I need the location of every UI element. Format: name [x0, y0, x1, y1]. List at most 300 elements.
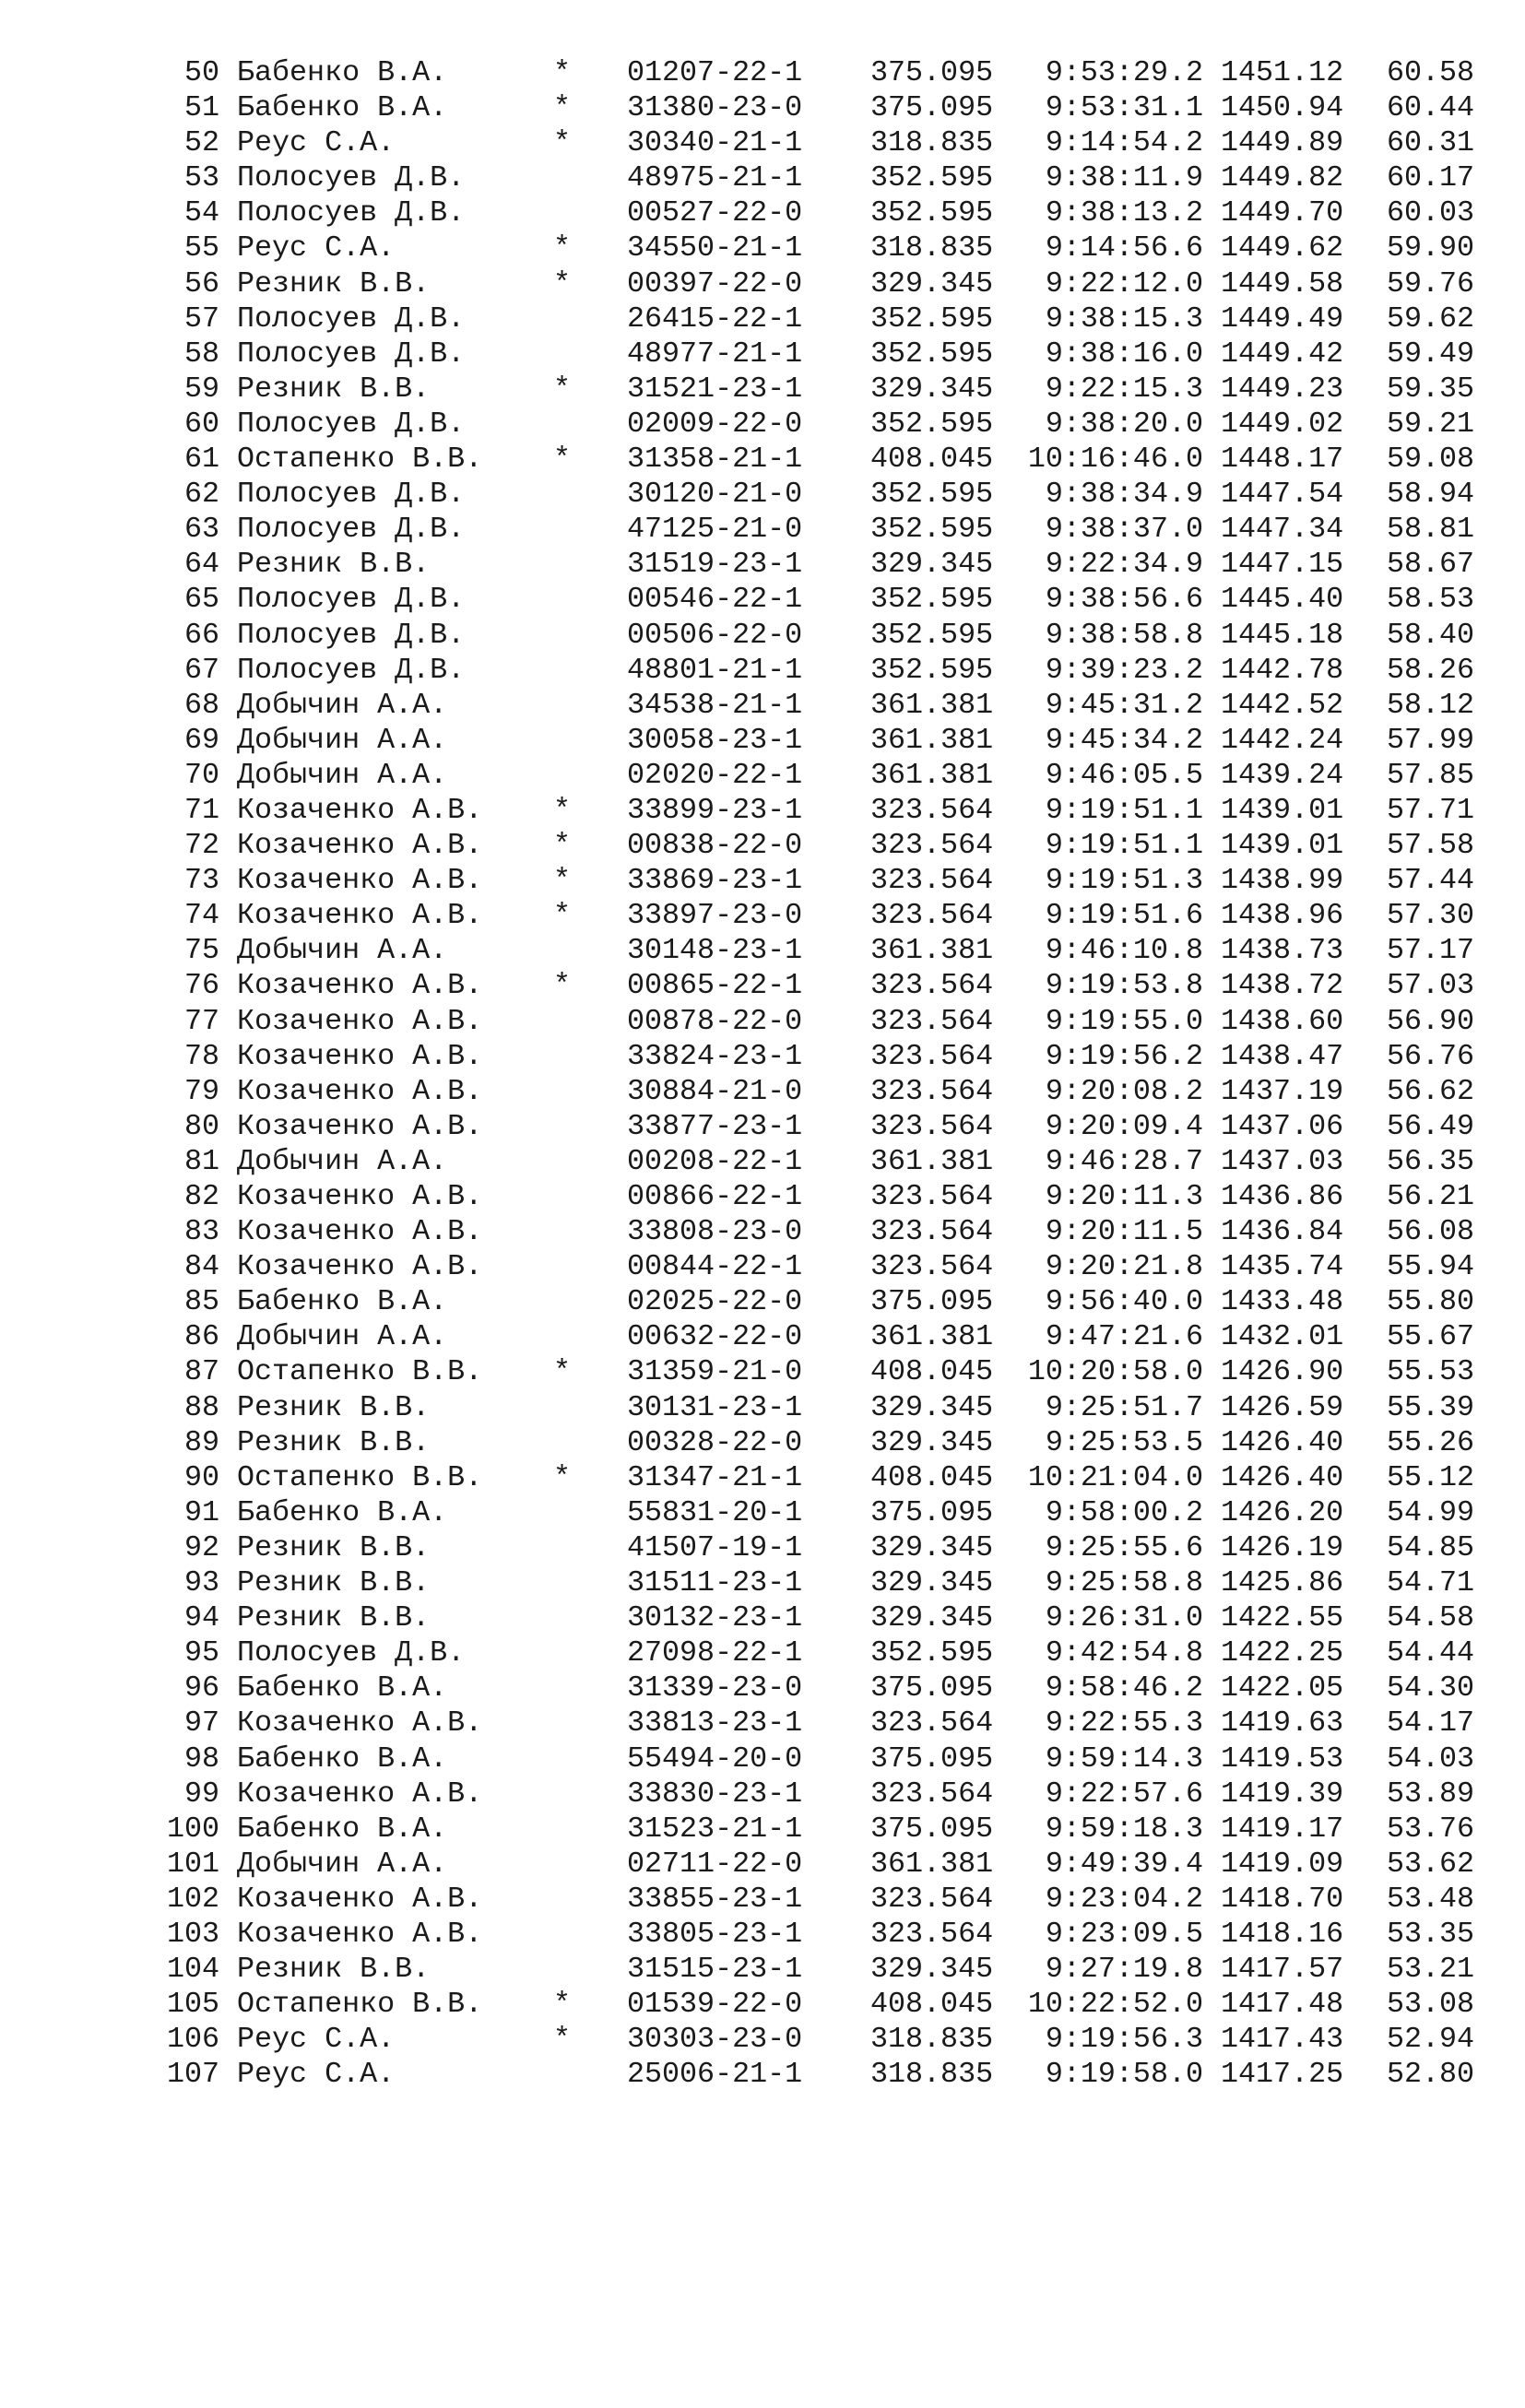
- speed: 1447.15: [1221, 548, 1344, 582]
- place-number: 57: [183, 301, 219, 336]
- nominated-mark: *: [553, 793, 572, 827]
- arrival-time: 9:46:28.7: [1045, 1144, 1203, 1178]
- distance: 352.595: [870, 196, 994, 230]
- table-row: [0, 160, 1525, 195]
- table-row: [0, 828, 1525, 863]
- arrival-time: 9:38:11.9: [1045, 161, 1203, 195]
- place-number: 89: [183, 1425, 219, 1459]
- fancier-name: Полосуев Д.В.: [237, 301, 466, 336]
- speed: 1435.74: [1221, 1250, 1344, 1284]
- distance: 323.564: [870, 1109, 994, 1143]
- table-row: [0, 758, 1525, 793]
- fancier-name: Бабенко В.А.: [237, 91, 448, 125]
- ring-number: 00506-22-0: [627, 618, 803, 652]
- ring-number: 31358-21-1: [627, 443, 803, 477]
- ring-number: 34550-21-1: [627, 231, 803, 266]
- fancier-name: Бабенко В.А.: [237, 1495, 448, 1529]
- arrival-time: 9:38:16.0: [1045, 336, 1203, 371]
- ring-number: 00844-22-1: [627, 1250, 803, 1284]
- arrival-time: 10:20:58.0: [1027, 1355, 1203, 1389]
- nominated-mark: *: [553, 372, 572, 406]
- table-row: [0, 336, 1525, 372]
- distance: 361.381: [870, 1847, 994, 1881]
- nominated-mark: *: [553, 899, 572, 933]
- arrival-time: 9:56:40.0: [1045, 1285, 1203, 1319]
- ring-number: 55494-20-0: [627, 1741, 803, 1776]
- distance: 361.381: [870, 688, 994, 722]
- ring-number: 02020-22-1: [627, 758, 803, 792]
- distance: 329.345: [870, 1601, 994, 1635]
- fancier-name: Козаченко А.В.: [237, 1215, 483, 1249]
- arrival-time: 9:46:05.5: [1045, 758, 1203, 792]
- table-row: [0, 1460, 1525, 1495]
- distance: 375.095: [870, 1812, 994, 1846]
- place-number: 59: [183, 372, 219, 406]
- place-number: 98: [183, 1741, 219, 1776]
- distance: 375.095: [870, 91, 994, 125]
- fancier-name: Полосуев Д.В.: [237, 161, 466, 195]
- arrival-time: 9:19:53.8: [1045, 969, 1203, 1003]
- nominated-mark: *: [553, 56, 572, 89]
- points: 53.89: [1387, 1776, 1475, 1811]
- place-number: 91: [183, 1495, 219, 1529]
- points: 52.94: [1387, 2023, 1475, 2057]
- points: 56.21: [1387, 1180, 1475, 1213]
- distance: 329.345: [870, 1390, 994, 1424]
- ring-number: 02711-22-0: [627, 1847, 803, 1881]
- place-number: 52: [183, 126, 219, 160]
- speed: 1419.53: [1221, 1741, 1344, 1776]
- place-number: 67: [183, 653, 219, 687]
- points: 54.30: [1387, 1671, 1475, 1706]
- speed: 1417.48: [1221, 1988, 1344, 2022]
- arrival-time: 9:25:58.8: [1045, 1566, 1203, 1600]
- place-number: 61: [183, 443, 219, 477]
- points: 56.49: [1387, 1109, 1475, 1143]
- place-number: 53: [183, 161, 219, 195]
- table-row: [0, 1144, 1525, 1179]
- fancier-name: Добычин А.А.: [237, 688, 448, 722]
- arrival-time: 9:42:54.8: [1045, 1636, 1203, 1670]
- ring-number: 27098-22-1: [627, 1636, 803, 1670]
- table-row: [0, 1039, 1525, 1074]
- place-number: 97: [183, 1706, 219, 1741]
- place-number: 55: [183, 231, 219, 266]
- distance: 361.381: [870, 1320, 994, 1354]
- speed: 1449.58: [1221, 266, 1344, 301]
- table-row: [0, 688, 1525, 723]
- place-number: 58: [183, 336, 219, 371]
- distance: 352.595: [870, 161, 994, 195]
- arrival-time: 9:53:29.2: [1045, 56, 1203, 89]
- points: 58.81: [1387, 513, 1475, 547]
- place-number: 94: [183, 1601, 219, 1635]
- table-row: [0, 195, 1525, 230]
- points: 55.26: [1387, 1425, 1475, 1459]
- ring-number: 48977-21-1: [627, 336, 803, 371]
- ring-number: 00865-22-1: [627, 969, 803, 1003]
- place-number: 75: [183, 934, 219, 968]
- speed: 1449.23: [1221, 372, 1344, 406]
- table-row: [0, 898, 1525, 933]
- fancier-name: Полосуев Д.В.: [237, 196, 466, 230]
- fancier-name: Резник В.В.: [237, 1953, 431, 1987]
- table-row: [0, 933, 1525, 968]
- ring-number: 00546-22-1: [627, 583, 803, 617]
- fancier-name: Резник В.В.: [237, 266, 431, 301]
- speed: 1438.47: [1221, 1039, 1344, 1073]
- fancier-name: Бабенко В.А.: [237, 1285, 448, 1319]
- ring-number: 30884-21-0: [627, 1074, 803, 1108]
- place-number: 81: [183, 1144, 219, 1178]
- arrival-time: 9:19:51.1: [1045, 829, 1203, 863]
- fancier-name: Остапенко В.В.: [237, 1355, 483, 1389]
- speed: 1445.18: [1221, 618, 1344, 652]
- points: 58.67: [1387, 548, 1475, 582]
- nominated-mark: *: [553, 1355, 572, 1389]
- speed: 1426.40: [1221, 1460, 1344, 1494]
- speed: 1426.40: [1221, 1425, 1344, 1459]
- ring-number: 31523-21-1: [627, 1812, 803, 1846]
- fancier-name: Полосуев Д.В.: [237, 407, 466, 441]
- place-number: 87: [183, 1355, 219, 1389]
- points: 59.49: [1387, 336, 1475, 371]
- speed: 1449.49: [1221, 301, 1344, 336]
- fancier-name: Остапенко В.В.: [237, 443, 483, 477]
- fancier-name: Козаченко А.В.: [237, 1180, 483, 1213]
- ring-number: 02009-22-0: [627, 407, 803, 441]
- nominated-mark: *: [553, 2023, 572, 2057]
- nominated-mark: *: [553, 1988, 572, 2022]
- speed: 1437.03: [1221, 1144, 1344, 1178]
- ring-number: 33877-23-1: [627, 1109, 803, 1143]
- ring-number: 33899-23-1: [627, 793, 803, 827]
- table-row: [0, 1495, 1525, 1530]
- fancier-name: Козаченко А.В.: [237, 899, 483, 933]
- speed: 1438.72: [1221, 969, 1344, 1003]
- ring-number: 01207-22-1: [627, 56, 803, 89]
- place-number: 60: [183, 407, 219, 441]
- speed: 1419.09: [1221, 1847, 1344, 1881]
- arrival-time: 9:22:12.0: [1045, 266, 1203, 301]
- place-number: 70: [183, 758, 219, 792]
- place-number: 63: [183, 513, 219, 547]
- arrival-time: 9:53:31.1: [1045, 91, 1203, 125]
- place-number: 83: [183, 1215, 219, 1249]
- distance: 323.564: [870, 793, 994, 827]
- points: 55.12: [1387, 1460, 1475, 1494]
- distance: 352.595: [870, 336, 994, 371]
- distance: 329.345: [870, 548, 994, 582]
- points: 59.76: [1387, 266, 1475, 301]
- ring-number: 31519-23-1: [627, 548, 803, 582]
- points: 57.44: [1387, 864, 1475, 898]
- points: 59.62: [1387, 301, 1475, 336]
- speed: 1449.02: [1221, 407, 1344, 441]
- points: 57.17: [1387, 934, 1475, 968]
- nominated-mark: *: [553, 864, 572, 898]
- speed: 1438.99: [1221, 864, 1344, 898]
- points: 54.03: [1387, 1741, 1475, 1776]
- place-number: 104: [166, 1953, 219, 1987]
- fancier-name: Полосуев Д.В.: [237, 653, 466, 687]
- place-number: 62: [183, 478, 219, 512]
- table-row: [0, 1004, 1525, 1039]
- points: 58.53: [1387, 583, 1475, 617]
- arrival-time: 9:19:51.6: [1045, 899, 1203, 933]
- distance: 323.564: [870, 1250, 994, 1284]
- fancier-name: Полосуев Д.В.: [237, 513, 466, 547]
- distance: 323.564: [870, 1074, 994, 1108]
- place-number: 106: [166, 2023, 219, 2057]
- arrival-time: 9:20:08.2: [1045, 1074, 1203, 1108]
- place-number: 72: [183, 829, 219, 863]
- place-number: 84: [183, 1250, 219, 1284]
- speed: 1442.78: [1221, 653, 1344, 687]
- nominated-mark: *: [553, 443, 572, 477]
- distance: 323.564: [870, 1882, 994, 1916]
- place-number: 76: [183, 969, 219, 1003]
- ring-number: 00208-22-1: [627, 1144, 803, 1178]
- distance: 323.564: [870, 1004, 994, 1038]
- points: 55.80: [1387, 1285, 1475, 1319]
- speed: 1436.86: [1221, 1180, 1344, 1213]
- ring-number: 00878-22-0: [627, 1004, 803, 1038]
- table-row: [0, 1214, 1525, 1249]
- speed: 1439.24: [1221, 758, 1344, 792]
- nominated-mark: *: [553, 969, 572, 1003]
- table-row: [0, 125, 1525, 160]
- speed: 1442.52: [1221, 688, 1344, 722]
- ring-number: 31380-23-0: [627, 91, 803, 125]
- place-number: 100: [166, 1812, 219, 1846]
- table-row: [0, 301, 1525, 336]
- place-number: 66: [183, 618, 219, 652]
- table-row: [0, 1917, 1525, 1952]
- speed: 1418.70: [1221, 1882, 1344, 1916]
- speed: 1439.01: [1221, 829, 1344, 863]
- arrival-time: 9:22:34.9: [1045, 548, 1203, 582]
- fancier-name: Бабенко В.А.: [237, 1812, 448, 1846]
- points: 54.17: [1387, 1706, 1475, 1741]
- fancier-name: Резник В.В.: [237, 548, 431, 582]
- distance: 318.835: [870, 2058, 994, 2092]
- distance: 408.045: [870, 443, 994, 477]
- fancier-name: Бабенко В.А.: [237, 56, 448, 89]
- table-row: [0, 1812, 1525, 1847]
- fancier-name: Козаченко А.В.: [237, 1109, 483, 1143]
- place-number: 90: [183, 1460, 219, 1494]
- table-row: [0, 1847, 1525, 1882]
- ring-number: 33855-23-1: [627, 1882, 803, 1916]
- ring-number: 31515-23-1: [627, 1953, 803, 1987]
- fancier-name: Резник В.В.: [237, 1566, 431, 1600]
- distance: 329.345: [870, 266, 994, 301]
- arrival-time: 9:20:11.3: [1045, 1180, 1203, 1213]
- ring-number: 48975-21-1: [627, 161, 803, 195]
- distance: 375.095: [870, 56, 994, 89]
- distance: 323.564: [870, 899, 994, 933]
- arrival-time: 9:19:58.0: [1045, 2058, 1203, 2092]
- arrival-time: 9:38:15.3: [1045, 301, 1203, 336]
- fancier-name: Резник В.В.: [237, 1601, 431, 1635]
- points: 55.53: [1387, 1355, 1475, 1389]
- fancier-name: Козаченко А.В.: [237, 1706, 483, 1741]
- ring-number: 00397-22-0: [627, 266, 803, 301]
- distance: 352.595: [870, 478, 994, 512]
- distance: 352.595: [870, 513, 994, 547]
- fancier-name: Козаченко А.В.: [237, 1882, 483, 1916]
- distance: 352.595: [870, 1636, 994, 1670]
- points: 60.17: [1387, 161, 1475, 195]
- fancier-name: Добычин А.А.: [237, 758, 448, 792]
- place-number: 105: [166, 1988, 219, 2022]
- arrival-time: 9:19:51.1: [1045, 793, 1203, 827]
- ring-number: 30120-21-0: [627, 478, 803, 512]
- distance: 323.564: [870, 864, 994, 898]
- points: 57.30: [1387, 899, 1475, 933]
- speed: 1438.73: [1221, 934, 1344, 968]
- arrival-time: 9:19:56.2: [1045, 1039, 1203, 1073]
- ring-number: 00632-22-0: [627, 1320, 803, 1354]
- fancier-name: Козаченко А.В.: [237, 1250, 483, 1284]
- distance: 318.835: [870, 231, 994, 266]
- arrival-time: 9:49:39.4: [1045, 1847, 1203, 1881]
- place-number: 93: [183, 1566, 219, 1600]
- place-number: 64: [183, 548, 219, 582]
- table-row: [0, 55, 1525, 90]
- place-number: 102: [166, 1882, 219, 1916]
- distance: 323.564: [870, 1917, 994, 1951]
- speed: 1426.19: [1221, 1530, 1344, 1564]
- place-number: 50: [183, 56, 219, 89]
- arrival-time: 9:20:21.8: [1045, 1250, 1203, 1284]
- distance: 323.564: [870, 969, 994, 1003]
- speed: 1442.24: [1221, 723, 1344, 757]
- distance: 375.095: [870, 1285, 994, 1319]
- distance: 323.564: [870, 829, 994, 863]
- table-row: [0, 1776, 1525, 1812]
- table-row: [0, 1987, 1525, 2022]
- fancier-name: Остапенко В.В.: [237, 1988, 483, 2022]
- ring-number: 30058-23-1: [627, 723, 803, 757]
- place-number: 77: [183, 1004, 219, 1038]
- points: 59.08: [1387, 443, 1475, 477]
- speed: 1419.39: [1221, 1776, 1344, 1811]
- place-number: 107: [166, 2058, 219, 2092]
- speed: 1417.43: [1221, 2023, 1344, 2057]
- arrival-time: 9:22:57.6: [1045, 1776, 1203, 1811]
- place-number: 92: [183, 1530, 219, 1564]
- ring-number: 01539-22-0: [627, 1988, 803, 2022]
- arrival-time: 9:38:20.0: [1045, 407, 1203, 441]
- arrival-time: 9:38:13.2: [1045, 196, 1203, 230]
- fancier-name: Козаченко А.В.: [237, 1074, 483, 1108]
- speed: 1419.63: [1221, 1706, 1344, 1741]
- table-row: [0, 90, 1525, 125]
- speed: 1451.12: [1221, 56, 1344, 89]
- arrival-time: 9:59:14.3: [1045, 1741, 1203, 1776]
- place-number: 74: [183, 899, 219, 933]
- table-row: [0, 1425, 1525, 1460]
- points: 52.80: [1387, 2058, 1475, 2092]
- fancier-name: Козаченко А.В.: [237, 1039, 483, 1073]
- arrival-time: 9:19:51.3: [1045, 864, 1203, 898]
- speed: 1445.40: [1221, 583, 1344, 617]
- distance: 375.095: [870, 1671, 994, 1706]
- distance: 323.564: [870, 1215, 994, 1249]
- speed: 1438.96: [1221, 899, 1344, 933]
- distance: 361.381: [870, 758, 994, 792]
- fancier-name: Реус С.А.: [237, 126, 396, 160]
- points: 59.90: [1387, 231, 1475, 266]
- distance: 361.381: [870, 723, 994, 757]
- table-row: [0, 230, 1525, 266]
- points: 54.58: [1387, 1601, 1475, 1635]
- ring-number: 31339-23-0: [627, 1671, 803, 1706]
- speed: 1432.01: [1221, 1320, 1344, 1354]
- nominated-mark: *: [553, 91, 572, 125]
- speed: 1449.70: [1221, 196, 1344, 230]
- arrival-time: 9:25:53.5: [1045, 1425, 1203, 1459]
- place-number: 85: [183, 1285, 219, 1319]
- arrival-time: 9:14:56.6: [1045, 231, 1203, 266]
- table-row: [0, 266, 1525, 301]
- nominated-mark: *: [553, 126, 572, 160]
- place-number: 71: [183, 793, 219, 827]
- points: 54.85: [1387, 1530, 1475, 1564]
- arrival-time: 9:38:37.0: [1045, 513, 1203, 547]
- speed: 1417.25: [1221, 2058, 1344, 2092]
- table-row: [0, 372, 1525, 407]
- arrival-time: 9:14:54.2: [1045, 126, 1203, 160]
- points: 57.03: [1387, 969, 1475, 1003]
- table-row: [0, 1074, 1525, 1109]
- arrival-time: 9:23:09.5: [1045, 1917, 1203, 1951]
- arrival-time: 9:38:58.8: [1045, 618, 1203, 652]
- points: 58.40: [1387, 618, 1475, 652]
- speed: 1437.19: [1221, 1074, 1344, 1108]
- arrival-time: 10:16:46.0: [1027, 443, 1203, 477]
- distance: 375.095: [870, 1741, 994, 1776]
- table-row: [0, 968, 1525, 1003]
- ring-number: 48801-21-1: [627, 653, 803, 687]
- points: 58.26: [1387, 653, 1475, 687]
- speed: 1425.86: [1221, 1566, 1344, 1600]
- fancier-name: Козаченко А.В.: [237, 793, 483, 827]
- points: 60.44: [1387, 91, 1475, 125]
- ring-number: 33805-23-1: [627, 1917, 803, 1951]
- points: 53.21: [1387, 1953, 1475, 1987]
- distance: 323.564: [870, 1776, 994, 1811]
- place-number: 73: [183, 864, 219, 898]
- arrival-time: 10:22:52.0: [1027, 1988, 1203, 2022]
- fancier-name: Резник В.В.: [237, 372, 431, 406]
- place-number: 80: [183, 1109, 219, 1143]
- ring-number: 30131-23-1: [627, 1390, 803, 1424]
- ring-number: 31511-23-1: [627, 1566, 803, 1600]
- place-number: 88: [183, 1390, 219, 1424]
- ring-number: 30340-21-1: [627, 126, 803, 160]
- distance: 323.564: [870, 1039, 994, 1073]
- table-row: [0, 512, 1525, 547]
- fancier-name: Добычин А.А.: [237, 1847, 448, 1881]
- points: 60.58: [1387, 56, 1475, 89]
- table-row: [0, 618, 1525, 653]
- place-number: 78: [183, 1039, 219, 1073]
- ring-number: 26415-22-1: [627, 301, 803, 336]
- points: 56.08: [1387, 1215, 1475, 1249]
